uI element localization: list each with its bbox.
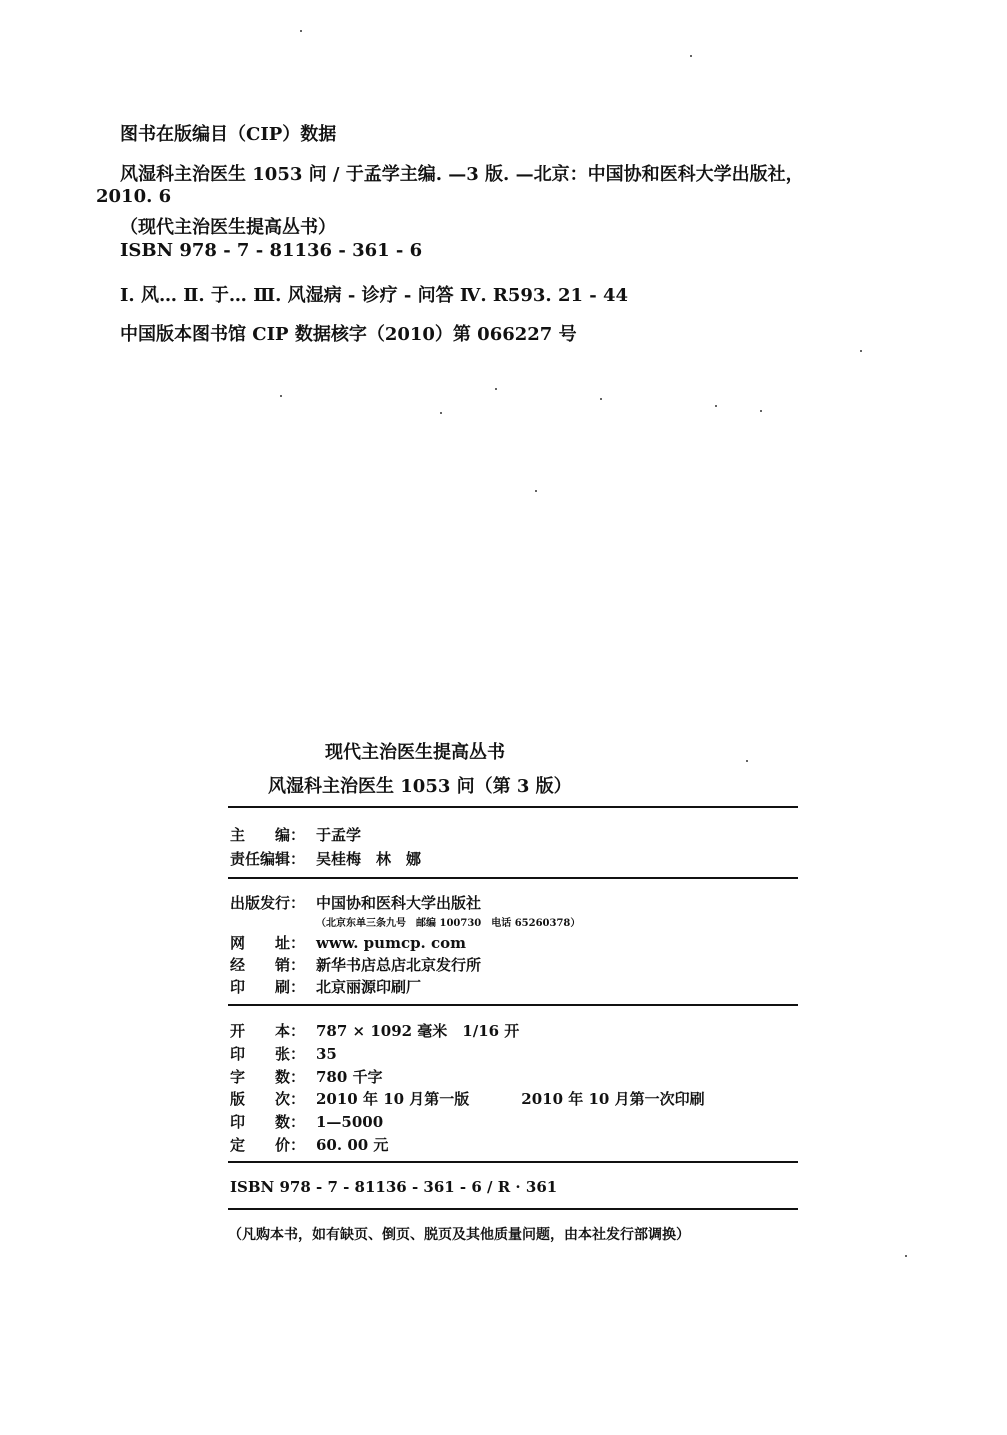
responsible-editor-value: 吴桂梅 林 娜: [316, 850, 422, 868]
scan-speck: [715, 405, 717, 407]
cip-heading: 图书在版编目（CIP）数据: [120, 124, 337, 145]
price-label: 定 价：: [230, 1136, 306, 1154]
publisher-address: （北京东单三条九号 邮编 100730 电话 65260378）: [316, 918, 581, 929]
publisher-value: 中国协和医科大学出版社: [316, 894, 482, 912]
cip-series-note: （现代主治医生提高丛书）: [120, 217, 336, 238]
edition-row: [230, 1088, 705, 1109]
format-value: 787 × 1092 毫米 1/16 开: [316, 1022, 520, 1040]
scan-speck: [495, 388, 497, 390]
distributor-label: 经 销：: [230, 956, 306, 974]
sheets-label: 印 张：: [230, 1045, 306, 1063]
word-count-label: 字 数：: [230, 1068, 306, 1086]
website-value: www. pumcp. com: [316, 934, 467, 952]
edition-value: 2010 年 10 月第一版: [316, 1090, 470, 1108]
scan-speck: [280, 395, 282, 397]
scan-speck: [905, 1255, 907, 1257]
publisher-row: [230, 892, 481, 913]
format-label: 开 本：: [230, 1022, 306, 1040]
word-count-value: 780 千字: [316, 1068, 383, 1086]
divider: [228, 806, 798, 808]
print-run-label: 印 数：: [230, 1113, 306, 1131]
scan-speck: [300, 30, 302, 32]
responsible-editor-row: [230, 848, 421, 869]
scan-speck: [746, 760, 748, 762]
divider: [228, 877, 798, 879]
format-row: [230, 1020, 519, 1041]
scan-speck: [600, 398, 602, 400]
series-title: 现代主治医生提高丛书: [325, 742, 505, 763]
scan-speck: [440, 412, 442, 414]
distributor-row: [230, 954, 481, 975]
responsible-editor-label: 责任编辑：: [230, 850, 306, 868]
sheets-value: 35: [316, 1045, 337, 1063]
divider: [228, 1004, 798, 1006]
price-row: [230, 1134, 388, 1155]
printer-value: 北京丽源印刷厂: [316, 978, 422, 996]
price-value: 60. 00 元: [316, 1136, 389, 1154]
website-row: [230, 932, 466, 953]
printer-row: [230, 976, 421, 997]
print-run-value: 1—5000: [316, 1113, 384, 1131]
cip-classification: Ⅰ. 风… Ⅱ. 于… Ⅲ. 风湿病 - 诊疗 - 问答 Ⅳ. R593. 21 - 44: [120, 285, 629, 306]
cip-isbn: ISBN 978 - 7 - 81136 - 361 - 6: [120, 240, 423, 261]
scan-speck: [690, 55, 692, 57]
printer-label: 印 刷：: [230, 978, 306, 996]
divider: [228, 1161, 798, 1163]
printing-value: 2010 年 10 月第一次印刷: [521, 1090, 705, 1108]
website-label: 网 址：: [230, 934, 306, 952]
cip-verification: 中国版本图书馆 CIP 数据核字（2010）第 066227 号: [120, 324, 577, 345]
sheets-row: [230, 1043, 337, 1064]
publisher-label: 出版发行：: [230, 894, 306, 912]
quality-notice: （凡购本书，如有缺页、倒页、脱页及其他质量问题，由本社发行部调换）: [228, 1227, 690, 1243]
distributor-value: 新华书店总店北京发行所: [316, 956, 482, 974]
editor-value: 于孟学: [316, 826, 362, 844]
print-run-row: [230, 1111, 383, 1132]
publisher-address-row: [230, 912, 580, 930]
edition-label: 版 次：: [230, 1090, 306, 1108]
scan-speck: [535, 490, 537, 492]
editor-row: [230, 824, 361, 845]
scan-speck: [760, 410, 762, 412]
divider: [228, 1208, 798, 1210]
isbn-full: ISBN 978 - 7 - 81136 - 361 - 6 / R · 361: [230, 1178, 558, 1196]
word-count-row: [230, 1066, 383, 1087]
cip-citation-line-1: 风湿科主治医生 1053 问 / 于孟学主编. —3 版. —北京：中国协和医科大学出版社，: [120, 164, 804, 185]
cip-citation-line-2: 2010. 6: [96, 186, 172, 207]
scan-speck: [860, 350, 862, 352]
book-title: 风湿科主治医生 1053 问（第 3 版）: [268, 776, 572, 797]
editor-label: 主 编：: [230, 826, 306, 844]
